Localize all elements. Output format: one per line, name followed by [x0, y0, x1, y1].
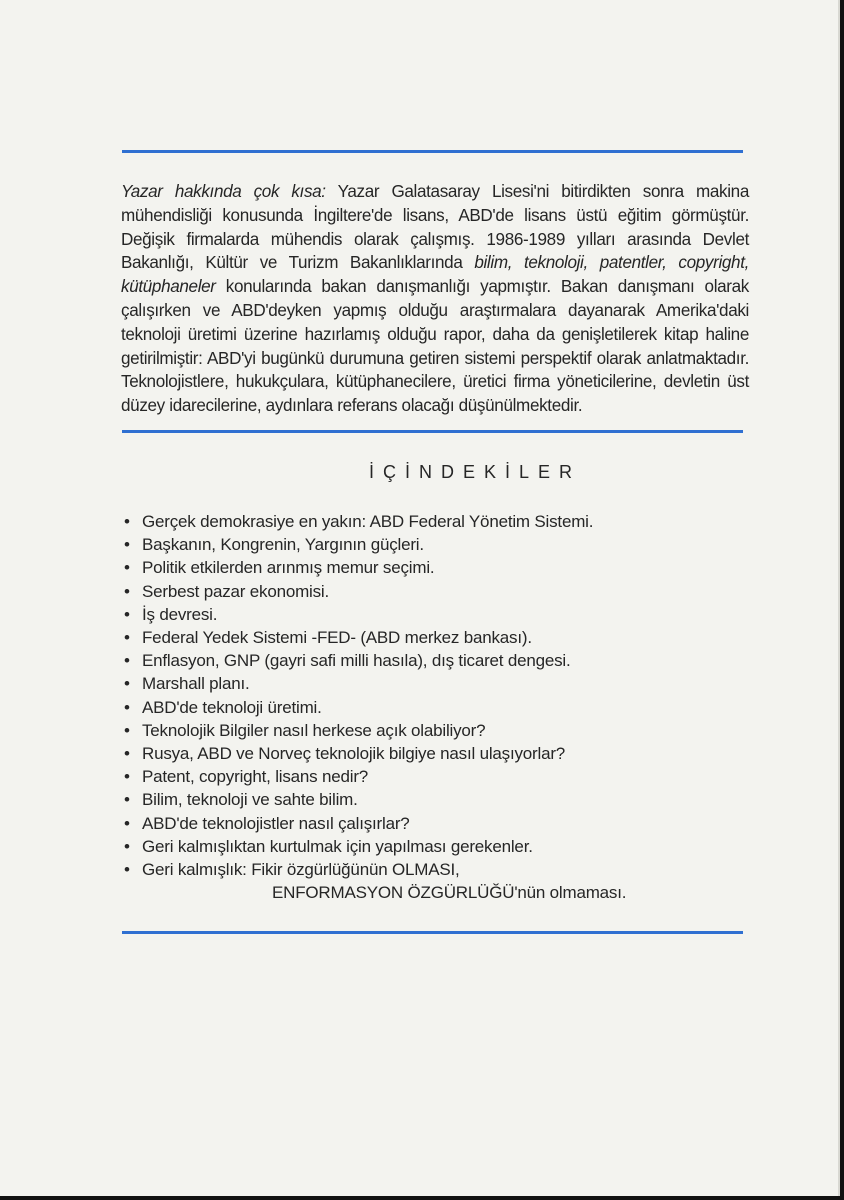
list-item: • Geri kalmışlıktan kurtulmak için yapılması gerekenler.	[124, 835, 724, 858]
list-item: • Bilim, teknoloji ve sahte bilim.	[124, 788, 724, 811]
list-item: • Enflasyon, GNP (gayri safi milli hasıla), dış ticaret dengesi.	[124, 649, 724, 672]
list-item: • ABD'de teknolojistler nasıl çalışırlar?	[124, 812, 724, 835]
list-item: • Patent, copyright, lisans nedir?	[124, 765, 724, 788]
list-item: • Rusya, ABD ve Norveç teknolojik bilgiye nasıl ulaşıyorlar?	[124, 742, 724, 765]
list-item: • Serbest pazar ekonomisi.	[124, 580, 724, 603]
author-bio	[121, 180, 749, 418]
top-divider	[122, 150, 743, 153]
bullet-icon: •	[124, 558, 130, 578]
bullet-icon: •	[124, 860, 130, 880]
list-item: • İş devresi.	[124, 603, 724, 626]
bullet-icon: •	[124, 790, 130, 810]
bullet-icon: •	[124, 535, 130, 555]
middle-divider	[122, 430, 743, 433]
contents-list	[124, 510, 724, 904]
list-item: • Politik etkilerden arınmış memur seçimi.	[124, 556, 724, 579]
bullet-icon: •	[124, 512, 130, 531]
list-item: • Federal Yedek Sistemi -FED- (ABD merkez bankası).	[124, 626, 724, 649]
bullet-icon: •	[124, 651, 130, 671]
list-item: • Geri kalmışlık: Fikir özgürlüğünün OLMASI,	[124, 858, 724, 881]
bullet-icon: •	[124, 720, 130, 740]
bullet-icon: •	[124, 836, 130, 856]
bullet-icon: •	[124, 697, 130, 717]
bio-text-2: konularında bakan danışmanlığı yapmıştır. Bakan danışmanı olarak çalışırken ve ABD'deyken yapmış olduğu araştırmalara dayanarak Amerika'daki teknoloji üretimi üzerine hazırlamış olduğu rapor, daha da genişletilerek kitap haline getirilmiştir: ABD'yi bugünkü durumuna getiren sistemi perspektif olarak anlatmaktadır. Teknolojistlere, hukukçulara, kütüphanecilere, üretici firma yöneticilerine, devletin üst düzey idarecilerine, aydınlara referans olacağı düşünülmektedir.	[121, 277, 749, 416]
list-item: • Başkanın, Kongrenin, Yargının güçleri.	[124, 533, 724, 556]
list-item-continuation: ENFORMASYON ÖZGÜRLÜĞÜ'nün olmaması.	[272, 883, 627, 903]
bio-topics: bilim, teknoloji, patentler, copyright, kütüphaneler	[121, 253, 749, 297]
contents-title: İÇİNDEKİLER	[369, 462, 582, 482]
list-item: • ABD'de teknoloji üretimi.	[124, 696, 724, 719]
bio-text-1: Yazar Galatasaray Lisesi'ni bitirdikten sonra makina mühendisliği konusunda İngiltere'de lisans, ABD'de lisans üstü eğitim görmüştür. Değişik firmalarda mühendis olarak çalışmış. 1986-1989 yılları arasında Devlet Bakanlığı, Kültür ve Turizm Bakanlıklarında	[121, 182, 749, 273]
list-item: • Teknolojik Bilgiler nasıl herkese açık olabiliyor?	[124, 719, 724, 742]
bullet-icon: •	[124, 604, 130, 624]
bottom-divider	[122, 931, 743, 934]
bio-lead: Yazar hakkında çok kısa:	[121, 182, 326, 201]
bullet-icon: •	[124, 581, 130, 601]
bullet-icon: •	[124, 674, 130, 694]
bullet-icon: •	[124, 813, 130, 833]
bullet-icon: •	[124, 767, 130, 787]
list-item: • Marshall planı.	[124, 672, 724, 695]
bullet-icon: •	[124, 744, 130, 764]
bullet-icon: •	[124, 628, 130, 648]
list-item: • Gerçek demokrasiye en yakın: ABD Federal Yönetim Sistemi.	[124, 510, 724, 533]
